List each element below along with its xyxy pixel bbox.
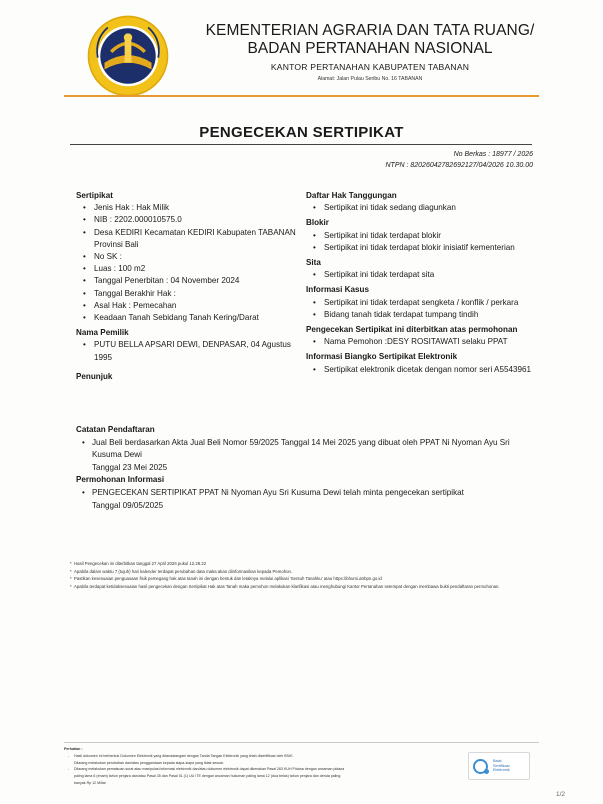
diterbitkan-heading: Pengecekan Sertipikat ini diterbitkan atas permohonan (306, 325, 518, 335)
hak-tanggungan-list (306, 202, 534, 214)
diterbitkan-list (306, 336, 534, 348)
registration-notes-section (76, 424, 536, 512)
blangko-list (306, 364, 534, 376)
ntpn-number: NTPN : 82026042782692127/04/2026 10.30.00 (385, 162, 533, 169)
blokir-list (306, 230, 534, 254)
footer-heading: Perhatian : (64, 747, 83, 751)
list-item: • Tanggal Berakhir Hak : (76, 288, 298, 300)
permohonan-heading: Permohonan Informasi (76, 475, 165, 485)
permohonan-date: Tanggal 09/05/2025 (92, 500, 164, 510)
disclaimer-notes (70, 560, 540, 590)
kasus-list (306, 297, 534, 321)
catatan-date: Tanggal 23 Mei 2025 (92, 462, 168, 472)
list-item: • Sertipikat elektronik dicetak dengan nomor seri A5543961 (306, 364, 534, 376)
pemilik-heading: Nama Pemilik (76, 328, 129, 338)
list-item: • Keadaan Tanah Sebidang Tanah Kering/Darat (76, 312, 298, 324)
penunjuk-heading: Penunjuk (76, 371, 113, 381)
blangko-heading: Informasi Biangko Sertipikat Elektronik (306, 352, 458, 362)
bsre-badge (468, 752, 530, 780)
bsre-line: Balai (493, 759, 502, 764)
list-item: • Luas : 100 m2 (76, 263, 298, 275)
hak-tanggungan-heading: Daftar Hak Tanggungan (306, 191, 397, 200)
list-item: • Nama Pemohon :DESY ROSITAWATI selaku PPAT (306, 336, 534, 348)
left-column (76, 190, 298, 383)
bsre-line: Sertifikasi (493, 763, 510, 768)
page-number: 1/2 (555, 791, 565, 798)
sita-list (306, 269, 534, 281)
list-item: • Sertipikat ini tidak terdapat sengketa / konflik / perkara (306, 297, 534, 309)
header-divider (64, 95, 539, 97)
footer-line: banyak Rp 12 Miliar (74, 780, 106, 785)
list-item: • Jual Beli berdasarkan Akta Jual Beli Nomor 59/2025 Tanggal 14 Mei 2025 yang dibuat oleh PPAT Ni Nyoman Ayu Sri Kusuma Dewi (76, 437, 536, 462)
right-column (306, 190, 534, 379)
document-title: PENGECEKAN SERTIPIKAT (199, 124, 404, 141)
list-item: • Asal Hak : Pemecahan (76, 300, 298, 312)
list-item: • Bidang tanah tidak terdapat tumpang tindih (306, 309, 534, 321)
note-item: * Apabila dalam waktu 7 (tujuh) hari kalender terdapat perubahan data maka akan diinformasikan kepada Pemohon. (70, 568, 540, 576)
list-item: • Desa KEDIRI Kecamatan KEDIRI Kabupaten TABANAN Provinsi Bali (76, 227, 298, 251)
sertipikat-heading: Sertipikat (76, 191, 113, 200)
note-item: * Hasil Pengecekan ini diterbitkan tanggal 27 April 2026 pukul 12.28.22 (70, 560, 540, 568)
list-item: • Sertipikat ini tidak terdapat blokir inisiatif kementerian (306, 242, 534, 254)
sita-heading: Sita (306, 258, 321, 268)
footer-line: Dilarang melakukan perubahan dan/atau penggandaan kepada siapa-siapa yang tidak sesuai. (74, 760, 224, 765)
footer-divider (64, 742, 539, 743)
atr-bpn-logo (86, 14, 170, 98)
berkas-number: No Berkas : 18977 / 2026 (453, 151, 533, 158)
footer-line: - Dilarang melakukan pemalsuan surat atau manipulasi informasi elektronik dan/atau dokumen elektronik dapat dikenakan Pasal 263 KUH Pidana dengan ancaman pidana (64, 766, 464, 773)
kasus-heading: Informasi Kasus (306, 285, 369, 295)
list-item: • Sertipikat ini tidak terdapat sita (306, 269, 534, 281)
bsre-badge-text (493, 759, 523, 773)
list-item: • Sertipikat ini tidak terdapat blokir (306, 230, 534, 242)
office-name: KANTOR PERTANAHAN KABUPATEN TABANAN (270, 62, 470, 72)
list-item: • Jenis Hak : Hak Milik (76, 202, 298, 214)
list-item: • Tanggal Penerbitan : 04 November 2024 (76, 275, 298, 287)
pemilik-list (76, 339, 298, 363)
list-item: • PENGECEKAN SERTIPIKAT PPAT Ni Nyoman Ayu Sri Kusuma Dewi telah minta pengecekan sertipikat (76, 487, 536, 500)
bsre-line: Elektronik (493, 768, 510, 773)
blokir-heading: Blokir (306, 218, 329, 228)
list-item: • NIB : 2202.000010575.0 (76, 214, 298, 226)
permohonan-list (76, 487, 536, 500)
note-item: * Pastikan kesesuaian penguasaan fisik pemegang hak atas tanah ini dengan bentuk dan letaknya melalui aplikasi 'Sentuh Tanahku' atau https://bhumi.atrbpn.go.id (70, 575, 540, 583)
list-item: • Sertipikat ini tidak sedang diagunkan (306, 202, 534, 214)
footer-line: paling lama 6 (enam) tahun penjara dan/atau Pasal 35 dan Pasal 51 (1) UU ITE dengan ancaman hukuman paling lama 12 (dua belas) tahun penjara dan denda paling (74, 774, 341, 779)
catatan-heading: Catatan Pendaftaran (76, 425, 155, 434)
list-item: • No SK : (76, 251, 298, 263)
institution-name-line2: BADAN PERTANAHAN NASIONAL (247, 40, 493, 57)
note-item: * Apabila terdapat ketidaksesuaian hasil pengecekan dengan Sertipikat Hak atas Tanah maka pemohon melakukan klarifikasi atau menghubungi Kantor Pertanahan setempat dengan membawa bukti pendaftaran permohonan. (70, 583, 540, 591)
footer-attention (64, 746, 464, 787)
institution-name-line1: KEMENTERIAN AGRARIA DAN TATA RUANG/ (205, 22, 535, 39)
catatan-list (76, 437, 536, 462)
sertipikat-list (76, 202, 298, 324)
footer-line: - Hasil dokumen ini berbentuk Dokumen Elektronik yang ditandatangani dengan Tanda Tangan Elektronik yang telah disertifikasi oleh BSrE. (64, 753, 464, 760)
bsre-logo-icon (473, 759, 488, 774)
office-address: Alamat: Jalan Pulau Seribu No. 16 TABANAN (317, 76, 423, 82)
title-underline (70, 144, 532, 145)
list-item: • PUTU BELLA APSARI DEWI, DENPASAR, 04 Agustus 1995 (76, 339, 298, 363)
